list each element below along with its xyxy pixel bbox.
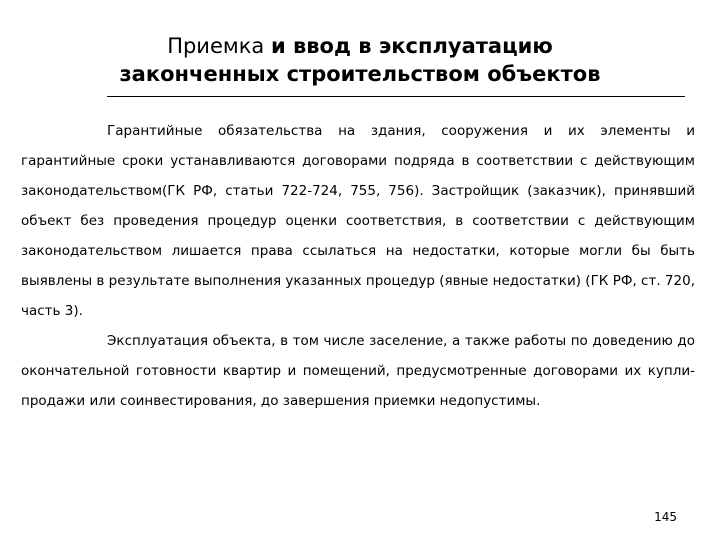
paragraph-operation: Эксплуатация объекта, в том числе заселение, а также работы по доведению до окончательной готовности квартир и помещений, предусмотренные договорами их купли-продажи или соинвестирования, до завершения приемки недопустимы.	[21, 333, 695, 409]
title-line-2: законченных строительством объектов	[119, 62, 601, 86]
paragraph-warranty: Гарантийные обязательства на здания, сооружения и их элементы и гарантийные сроки устанавливаются договорами подряда в соответствии с действующим законодательством(ГК РФ, статьи 722-724, 755, 756). Застройщик (заказчик), принявший объект без проведения процедур оценки соответствия, в соответствии с действующим законодательством лишается права ссылаться на недостатки, которые могли бы быть выявлены в результате выполнения указанных процедур (явные недостатки) (ГК РФ, ст. 720, часть 3).	[21, 123, 695, 319]
title-part-regular: Приемка	[167, 34, 271, 58]
slide-title	[40, 32, 680, 88]
title-divider	[107, 96, 685, 97]
title-part-bold: и ввод в эксплуатацию	[270, 34, 553, 58]
page-number: 145	[654, 510, 677, 524]
slide-body	[21, 116, 695, 416]
